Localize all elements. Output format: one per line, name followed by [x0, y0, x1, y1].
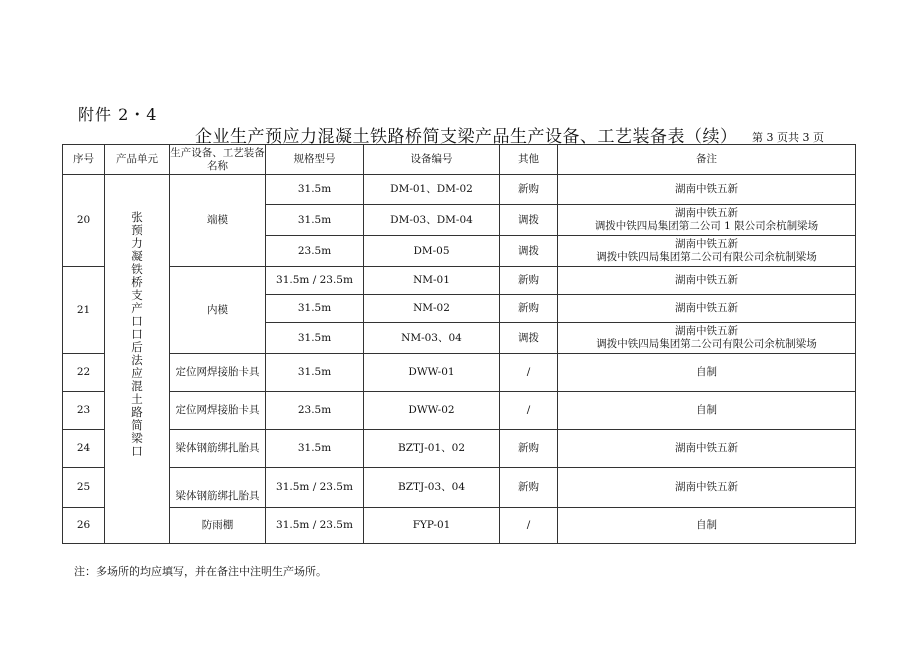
code-cell: NM-02 — [364, 295, 500, 323]
product-unit-cell — [105, 175, 170, 544]
remark-cell — [558, 236, 856, 267]
product-unit-char: 混 — [131, 379, 143, 393]
remark-line-2: 调拨中铁四局集团第二公司有限公司余杭制梁场 — [596, 338, 817, 350]
product-unit-char: 后 — [131, 340, 143, 354]
other-cell: 调拨 — [500, 205, 558, 236]
remark-line-1: 湖南中铁五新 — [675, 442, 738, 454]
other-cell: / — [500, 354, 558, 392]
seq-cell: 26 — [63, 508, 105, 544]
spec-cell: 31.5m — [266, 323, 364, 354]
remark-cell — [558, 392, 856, 430]
remark-cell — [558, 430, 856, 468]
table-row — [63, 508, 856, 544]
code-cell: DWW-01 — [364, 354, 500, 392]
product-unit-char: 张 — [131, 210, 143, 224]
code-cell: NM-01 — [364, 267, 500, 295]
spec-cell: 31.5m / 23.5m — [266, 508, 364, 544]
remark-line-2: 调拨中铁四局集团第二公司 1 限公司余杭制梁场 — [594, 220, 819, 232]
other-cell: 新购 — [500, 430, 558, 468]
remark-line-1: 湖南中铁五新 — [675, 274, 738, 286]
product-unit-char: 口 — [131, 327, 143, 341]
seq-cell: 25 — [63, 468, 105, 508]
product-unit-char: 路 — [131, 405, 143, 419]
remark-cell — [558, 508, 856, 544]
product-unit-char: 桥 — [131, 275, 143, 289]
product-unit-char: 凝 — [131, 249, 143, 263]
remark-cell — [558, 175, 856, 205]
remark-line-1: 自制 — [696, 404, 717, 416]
product-unit-char: 土 — [131, 392, 143, 406]
other-cell: 新购 — [500, 267, 558, 295]
header-other: 其他 — [500, 145, 558, 175]
spec-cell: 31.5m — [266, 354, 364, 392]
product-unit-char: 简 — [131, 418, 143, 432]
code-cell: BZTJ-03、04 — [364, 468, 500, 508]
remark-line-1: 自制 — [696, 519, 717, 531]
remark-cell — [558, 295, 856, 323]
code-cell: BZTJ-01、02 — [364, 430, 500, 468]
spec-cell: 23.5m — [266, 236, 364, 267]
page-info: 第 3 页共 3 页 — [752, 131, 824, 144]
seq-cell: 23 — [63, 392, 105, 430]
remark-cell — [558, 468, 856, 508]
table-row — [63, 392, 856, 430]
equip-cell: 定位网焊接胎卡具 — [170, 392, 266, 430]
spec-cell: 31.5m — [266, 175, 364, 205]
product-unit-char: 应 — [131, 366, 143, 380]
remark-line-1: 自制 — [696, 366, 717, 378]
remark-cell — [558, 267, 856, 295]
remark-line-1: 湖南中铁五新 — [675, 481, 738, 493]
code-cell: FYP-01 — [364, 508, 500, 544]
spec-cell: 31.5m / 23.5m — [266, 468, 364, 508]
header-remark: 备注 — [558, 145, 856, 175]
remark-line-1: 湖南中铁五新 — [675, 302, 738, 314]
code-cell: DM-05 — [364, 236, 500, 267]
table-row — [63, 267, 856, 295]
header-row — [63, 145, 856, 175]
header-code: 设备编号 — [364, 145, 500, 175]
seq-cell: 22 — [63, 354, 105, 392]
seq-cell: 20 — [63, 175, 105, 267]
product-unit-char: 力 — [131, 236, 143, 250]
equip-cell: 定位网焊接胎卡具 — [170, 354, 266, 392]
table-row — [63, 468, 856, 508]
remark-line-1: 湖南中铁五新 — [675, 183, 738, 195]
product-unit-char: 产 — [131, 301, 143, 315]
header-unit: 产品单元 — [105, 145, 170, 175]
spec-cell: 31.5m / 23.5m — [266, 267, 364, 295]
other-cell: 新购 — [500, 175, 558, 205]
equip-cell: 梁体钢筋绑扎胎具 — [170, 430, 266, 468]
seq-cell: 21 — [63, 267, 105, 354]
other-cell: 调拨 — [500, 323, 558, 354]
footnote: 注：多场所的均应填写，并在备注中注明生产场所。 — [74, 565, 327, 578]
table-row — [63, 175, 856, 205]
code-cell: DWW-02 — [364, 392, 500, 430]
product-unit-char: 口 — [131, 444, 143, 458]
other-cell: 调拨 — [500, 236, 558, 267]
remark-cell — [558, 323, 856, 354]
spec-cell: 31.5m — [266, 295, 364, 323]
spec-cell: 23.5m — [266, 392, 364, 430]
equip-cell: 梁体钢筋绑扎胎具 — [170, 468, 266, 508]
table-row — [63, 430, 856, 468]
product-unit-char: 梁 — [131, 431, 143, 445]
other-cell: 新购 — [500, 468, 558, 508]
header-spec: 规格型号 — [266, 145, 364, 175]
remark-line-2: 调拨中铁四局集团第二公司有限公司余杭制梁场 — [596, 251, 817, 263]
equip-cell: 端模 — [170, 175, 266, 267]
equipment-table — [62, 144, 856, 544]
header-seq: 序号 — [63, 145, 105, 175]
product-unit-text — [130, 211, 144, 458]
product-unit-char: 法 — [131, 353, 143, 367]
code-cell: NM-03、04 — [364, 323, 500, 354]
spec-cell: 31.5m — [266, 430, 364, 468]
header-equip: 生产设备、工艺装备名称 — [170, 145, 266, 175]
remark-cell — [558, 354, 856, 392]
other-cell: 新购 — [500, 295, 558, 323]
other-cell: / — [500, 392, 558, 430]
remark-cell — [558, 205, 856, 236]
other-cell: / — [500, 508, 558, 544]
code-cell: DM-01、DM-02 — [364, 175, 500, 205]
spec-cell: 31.5m — [266, 205, 364, 236]
product-unit-char: 口 — [131, 314, 143, 328]
equip-cell: 内模 — [170, 267, 266, 354]
product-unit-char: 支 — [131, 288, 143, 302]
equip-cell: 防雨棚 — [170, 508, 266, 544]
table-row — [63, 354, 856, 392]
remark-line-1: 湖南中铁五新 — [675, 207, 738, 219]
product-unit-char: 铁 — [131, 262, 143, 276]
remark-line-1: 湖南中铁五新 — [675, 238, 738, 250]
seq-cell: 24 — [63, 430, 105, 468]
remark-line-1: 湖南中铁五新 — [675, 325, 738, 337]
code-cell: DM-03、DM-04 — [364, 205, 500, 236]
product-unit-char: 预 — [131, 223, 143, 237]
attachment-label: 附件 2・4 — [78, 105, 158, 124]
document-title: 企业生产预应力混凝土铁路桥简支梁产品生产设备、工艺装备表（续） — [195, 127, 738, 147]
